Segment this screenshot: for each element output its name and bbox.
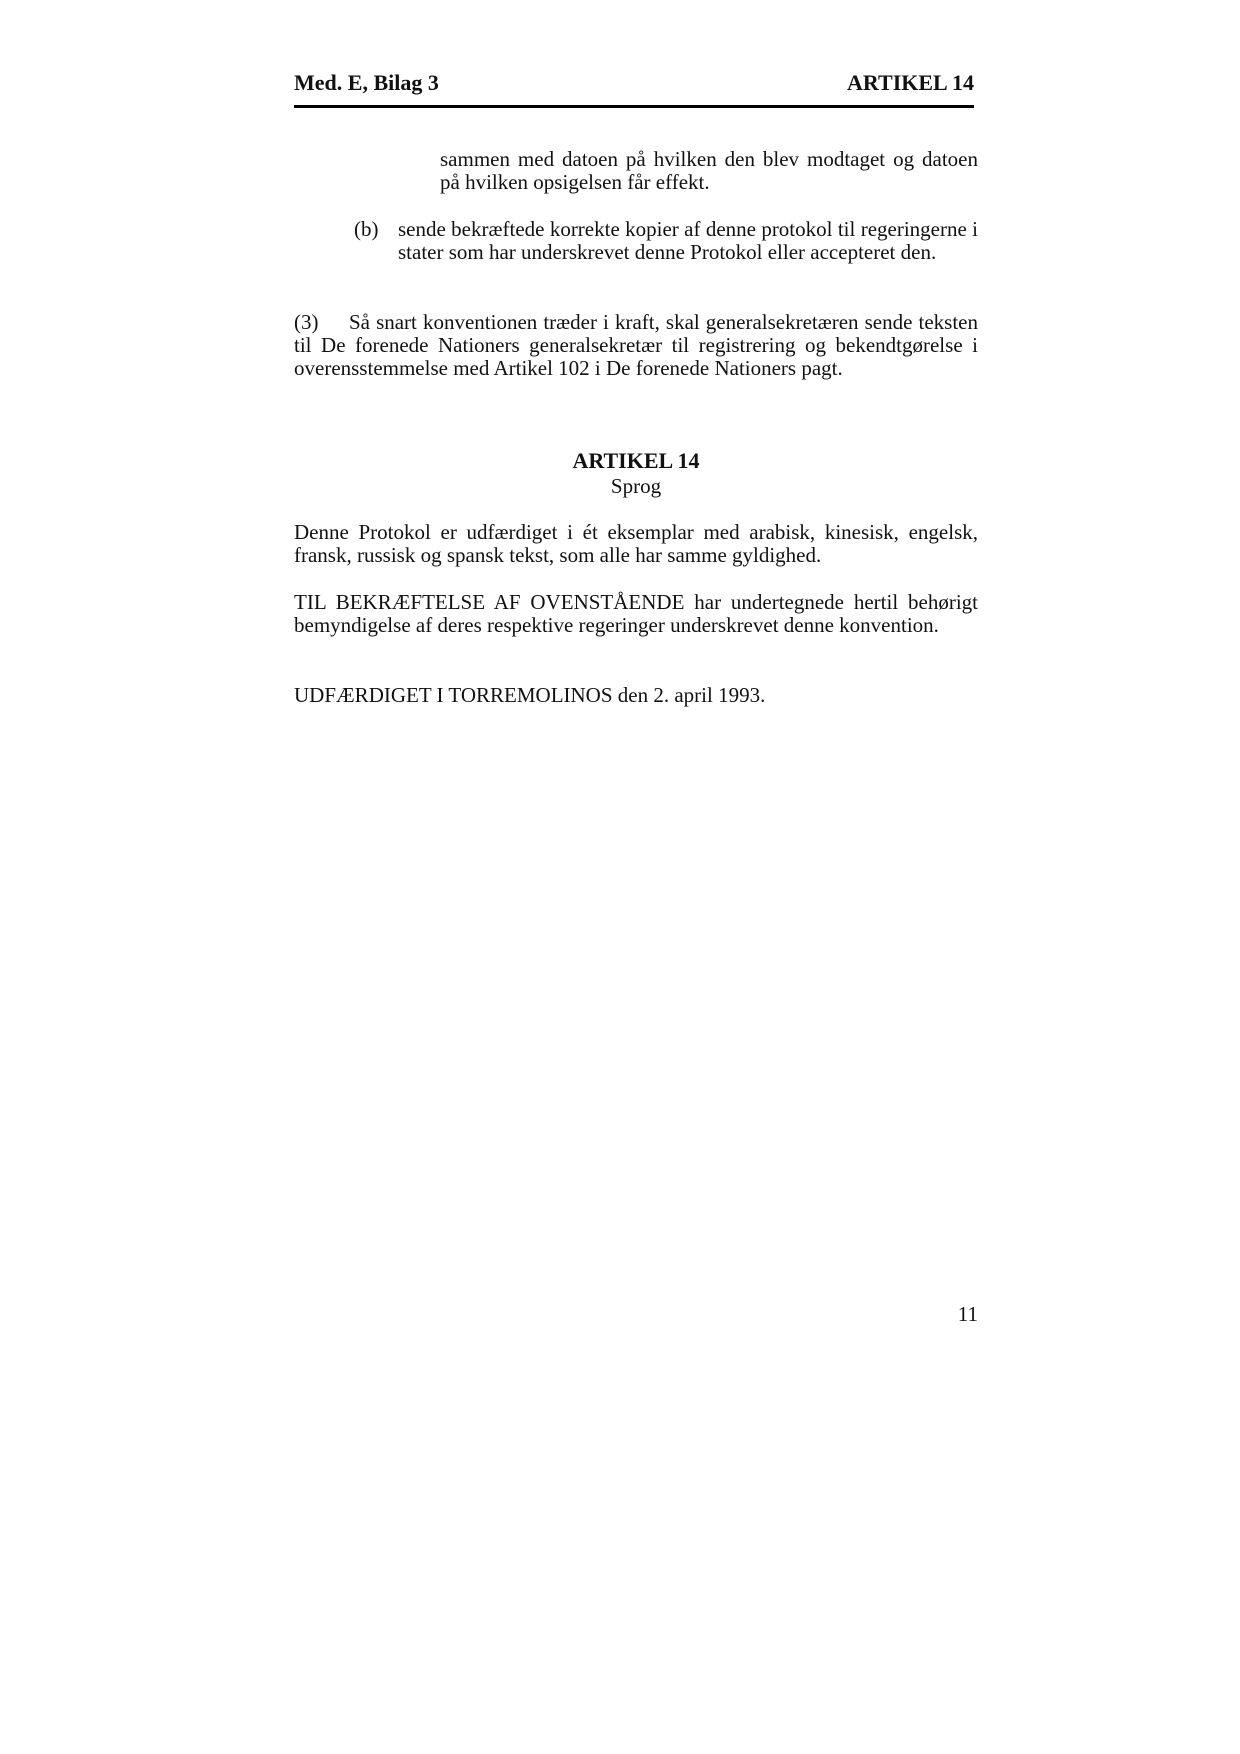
paragraph-3 (294, 311, 978, 380)
continuation-text: sammen med datoen på hvilken den blev modtaget og datoen på hvilken opsigelsen får effekt. (440, 147, 978, 194)
header-left: Med. E, Bilag 3 (294, 70, 439, 95)
page-header (294, 70, 974, 96)
list-item-label: (b) (354, 217, 379, 241)
header-rule (294, 105, 974, 108)
list-item-text: sende bekræftede korrekte kopier af denne protokol til regeringerne i stater som har underskrevet denne Protokol eller accepteret den. (398, 217, 978, 264)
paragraph-number: (3) (294, 310, 319, 334)
paragraph-done-at: UDFÆRDIGET I TORREMOLINOS den 2. april 1993. (294, 683, 766, 707)
article-title: ARTIKEL 14 (572, 448, 700, 473)
page-number: 11 (957, 1302, 978, 1326)
paragraph-3-text: Så snart konventionen træder i kraft, skal generalsekretæren sende teksten til De forenede Nationers generalsekretær til registrering og bekendtgørelse i overensstemmelse med Artikel 102 i De forenede Nationers pagt. (294, 310, 978, 380)
list-item-b (354, 218, 978, 264)
paragraph-languages: Denne Protokol er udfærdiget i ét eksemplar med arabisk, kinesisk, engelsk, fransk, russisk og spansk tekst, som alle har samme gyldighed. (294, 520, 978, 567)
article-subtitle: Sprog (610, 474, 662, 498)
header-right: ARTIKEL 14 (847, 70, 974, 95)
paragraph-attestation: TIL BEKRÆFTELSE AF OVENSTÅENDE har undertegnede hertil behørigt bemyndigelse af deres respektive regeringer underskrevet denne konvention. (294, 590, 978, 637)
